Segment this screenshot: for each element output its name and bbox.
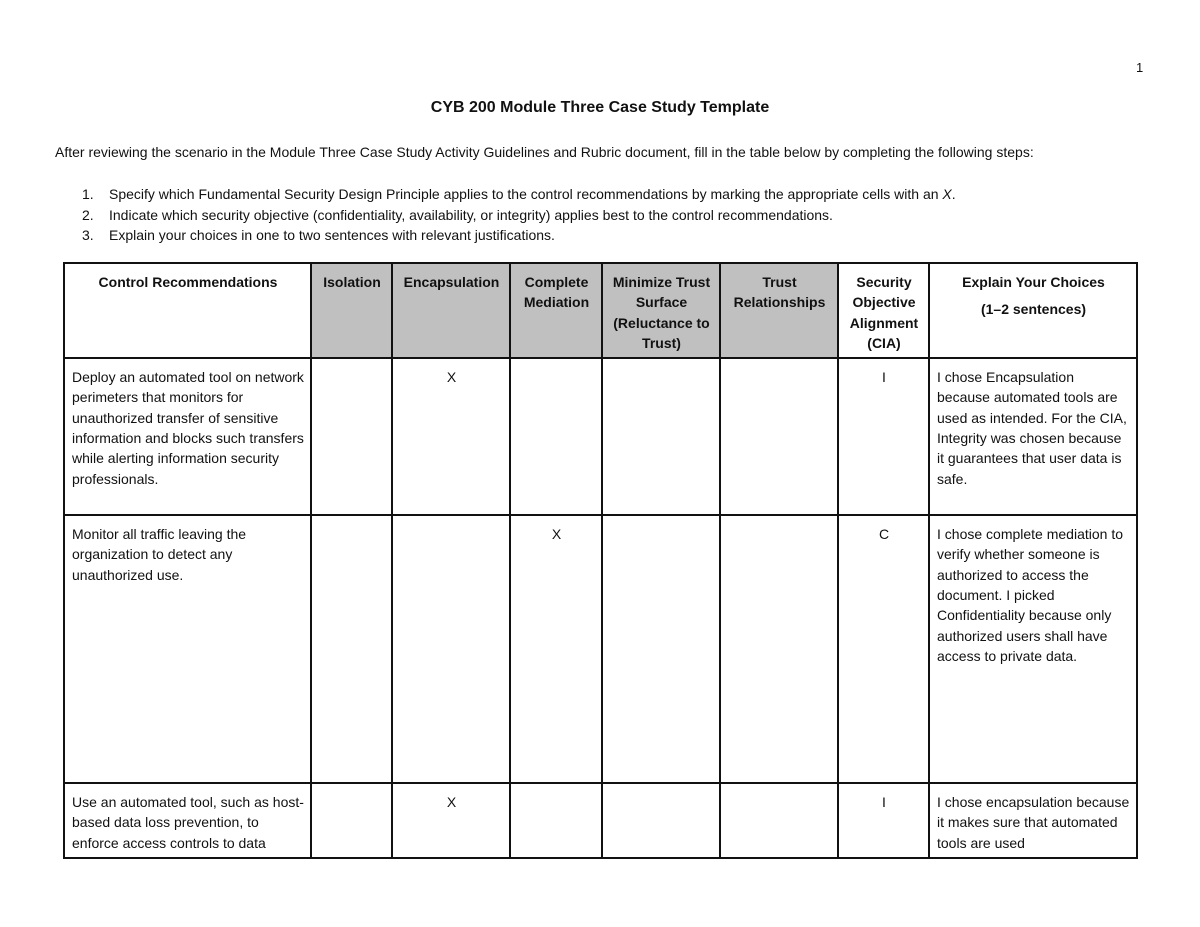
step-tail: . bbox=[951, 186, 956, 202]
header-minimize-trust-surface: Minimize Trust Surface (Reluctance to Trust) bbox=[602, 263, 720, 358]
cell-complete-mediation[interactable] bbox=[510, 783, 602, 858]
step-emphasis: X bbox=[942, 186, 952, 202]
header-complete-mediation: Complete Mediation bbox=[510, 263, 602, 358]
step-number: 3. bbox=[82, 227, 94, 243]
cell-trust-relationships[interactable] bbox=[720, 783, 838, 858]
cell-explain[interactable]: I chose Encapsulation because automated tools are used as intended. For the CIA, Integrity was chosen because it guarantees that user data is safe. bbox=[929, 358, 1137, 515]
list-item bbox=[82, 205, 956, 226]
header-encapsulation: Encapsulation bbox=[392, 263, 510, 358]
header-explain-subtitle: (1–2 sentences) bbox=[980, 301, 1087, 318]
cell-minimize-trust[interactable] bbox=[602, 515, 720, 783]
steps-list bbox=[82, 184, 956, 246]
intro-paragraph: After reviewing the scenario in the Module Three Case Study Activity Guidelines and Rubric document, fill in the table below by completing the following steps: bbox=[55, 144, 1034, 160]
header-explain-choices bbox=[929, 263, 1137, 358]
case-study-table bbox=[63, 262, 1138, 859]
table-header-row bbox=[64, 263, 1137, 358]
step-number: 2. bbox=[82, 206, 94, 223]
cell-trust-relationships[interactable] bbox=[720, 358, 838, 515]
page-number: 1 bbox=[1136, 60, 1144, 75]
list-item bbox=[82, 225, 956, 246]
cell-security-objective[interactable]: C bbox=[838, 515, 929, 783]
cell-isolation[interactable] bbox=[311, 358, 392, 515]
header-explain-title: Explain Your Choices bbox=[962, 274, 1105, 290]
step-text: Explain your choices in one to two sentences with relevant justifications. bbox=[109, 227, 555, 243]
cell-complete-mediation[interactable] bbox=[510, 358, 602, 515]
cell-isolation[interactable] bbox=[311, 783, 392, 858]
table-row bbox=[64, 783, 1137, 858]
list-item bbox=[82, 184, 956, 205]
cell-security-objective[interactable]: I bbox=[838, 358, 929, 515]
cell-complete-mediation[interactable]: X bbox=[510, 515, 602, 783]
header-trust-relationships: Trust Relationships bbox=[720, 263, 838, 358]
cell-encapsulation[interactable]: X bbox=[392, 783, 510, 858]
cell-minimize-trust[interactable] bbox=[602, 783, 720, 858]
step-text: Indicate which security objective (confidentiality, availability, or integrity) applies best to the control recommendations. bbox=[109, 206, 833, 223]
table-row bbox=[64, 515, 1137, 783]
table-row bbox=[64, 358, 1137, 515]
step-number: 1. bbox=[82, 186, 94, 202]
page-title: CYB 200 Module Three Case Study Template bbox=[430, 99, 770, 116]
header-security-objective: Security Objective Alignment (CIA) bbox=[838, 263, 929, 358]
header-isolation: Isolation bbox=[311, 263, 392, 358]
cell-encapsulation[interactable]: X bbox=[392, 358, 510, 515]
step-text: Specify which Fundamental Security Design Principle applies to the control recommendations by marking the appropriate cells with an bbox=[109, 186, 943, 202]
cell-security-objective[interactable]: I bbox=[838, 783, 929, 858]
cell-explain[interactable]: I chose complete mediation to verify whether someone is authorized to access the document. I picked Confidentiality because only authorized users shall have access to private data. bbox=[929, 515, 1137, 783]
cell-minimize-trust[interactable] bbox=[602, 358, 720, 515]
header-control-recommendations: Control Recommendations bbox=[64, 263, 311, 358]
cell-control[interactable]: Deploy an automated tool on network perimeters that monitors for unauthorized transfer of sensitive information and blocks such transfers while alerting information security professionals. bbox=[64, 358, 311, 515]
cell-trust-relationships[interactable] bbox=[720, 515, 838, 783]
cell-control[interactable]: Use an automated tool, such as host-based data loss prevention, to enforce access controls to data bbox=[64, 783, 311, 858]
cell-explain[interactable]: I chose encapsulation because it makes sure that automated tools are used bbox=[929, 783, 1137, 858]
cell-encapsulation[interactable] bbox=[392, 515, 510, 783]
cell-isolation[interactable] bbox=[311, 515, 392, 783]
cell-control[interactable]: Monitor all traffic leaving the organization to detect any unauthorized use. bbox=[64, 515, 311, 783]
